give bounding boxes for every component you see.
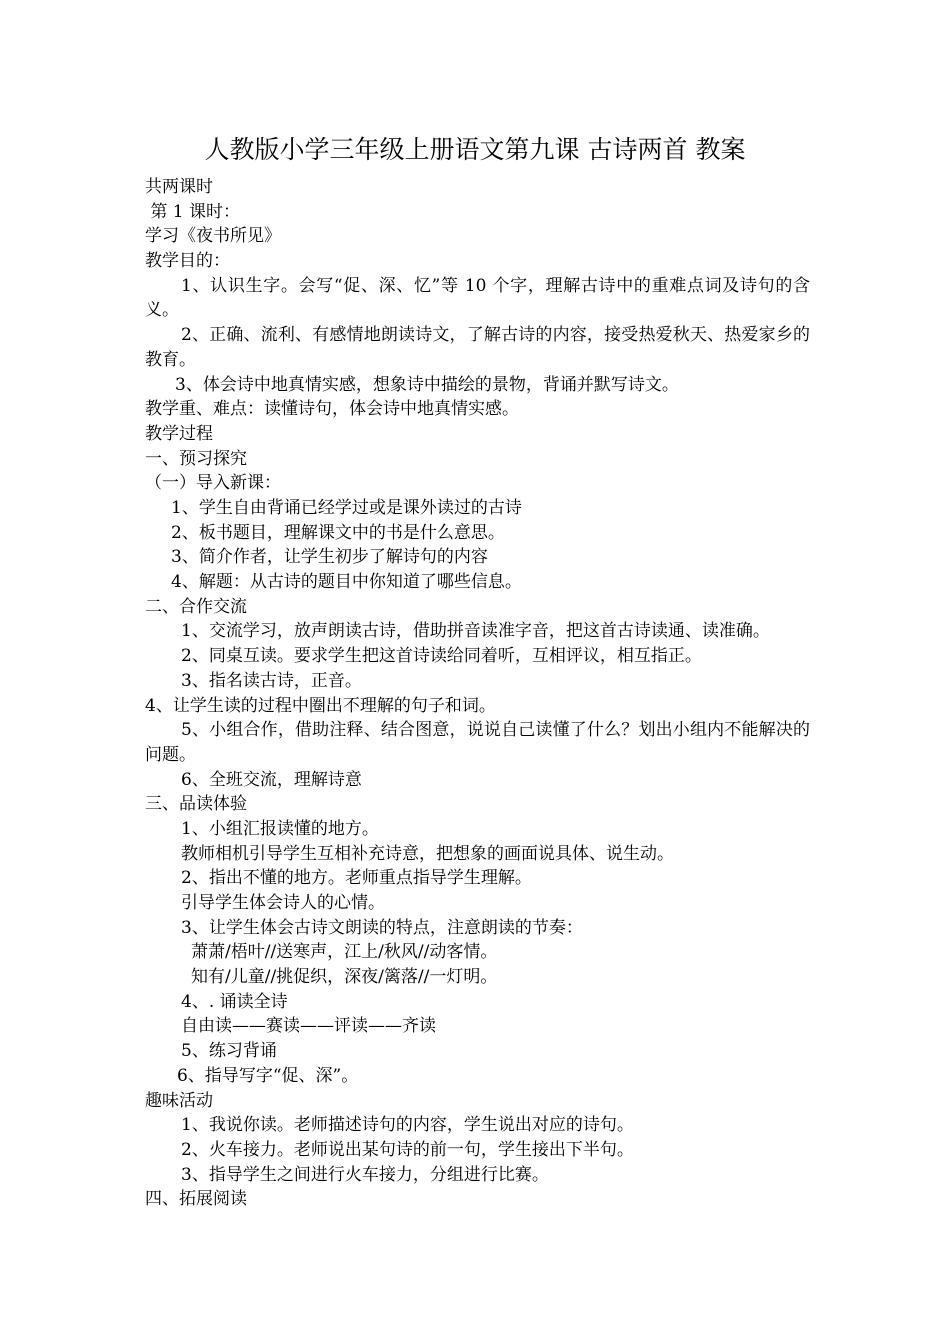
text-line: 6、指导写字“促、深”。 xyxy=(177,1065,359,1086)
text-line: 3、体会诗中地真情实感，想象诗中描绘的景物，背诵并默写诗文。 xyxy=(175,374,679,395)
text-line: 学习《夜书所见》 xyxy=(145,226,281,247)
text-line: 1、交流学习，放声朗读古诗，借助拼音读准字音，把这首古诗读通、读准确。 xyxy=(181,621,770,642)
text-paragraph: 5、小组合作，借助注释、结合图意，说说自己读懂了什么？划出小组内不能解决的问题。 xyxy=(145,720,810,765)
text-line: 2、指出不懂的地方。老师重点指导学生理解。 xyxy=(181,868,532,889)
text-line: 3、简介作者，让学生初步了解诗句的内容 xyxy=(171,547,488,568)
text-line: 第 1 课时： xyxy=(145,201,241,222)
text-line: 5、练习背诵 xyxy=(181,1041,277,1062)
text-line: 教学过程 xyxy=(145,423,213,444)
text-line: （一）导入新课： xyxy=(145,473,281,494)
section-heading: 一、预习探究 xyxy=(145,448,247,469)
text-line: 共两课时 xyxy=(145,177,213,197)
text-line: 教师相机引导学生互相补充诗意，把想象的画面说具体、说生动。 xyxy=(181,843,674,864)
section-heading: 趣味活动 xyxy=(145,1090,213,1111)
text-line: 4、解题：从古诗的题目中你知道了哪些信息。 xyxy=(171,572,522,593)
section-heading: 四、拓展阅读 xyxy=(145,1189,247,1210)
text-line: 1、我说你读。老师描述诗句的内容，学生说出对应的诗句。 xyxy=(181,1115,634,1136)
text-line: 2、同桌互读。要求学生把这首诗读给同着听，互相评议，相互指正。 xyxy=(181,646,702,667)
text-line: 3、指导学生之间进行火车接力，分组进行比赛。 xyxy=(181,1164,549,1185)
document-body xyxy=(145,175,810,1212)
text-line: 2、火车接力。老师说出某句诗的前一句，学生接出下半句。 xyxy=(181,1139,634,1160)
text-line: 4、让学生读的过程中圈出不理解的句子和词。 xyxy=(145,695,496,716)
text-line: 教学目的： xyxy=(145,251,230,272)
text-paragraph: 2、正确、流利、有感情地朗读诗文，了解古诗的内容，接受热爱秋天、热爱家乡的教育。 xyxy=(145,325,810,370)
text-line: 1、学生自由背诵已经学过或是课外读过的古诗 xyxy=(171,498,522,518)
section-heading: 三、品读体验 xyxy=(145,794,247,815)
text-line: 1、小组汇报读懂的地方。 xyxy=(181,818,379,839)
text-line: 3、让学生体会古诗文朗读的特点，注意朗读的节奏： xyxy=(181,917,583,938)
section-heading: 二、合作交流 xyxy=(145,596,247,617)
text-line: 引导学生体会诗人的心情。 xyxy=(181,893,385,914)
text-line: 6、全班交流，理解诗意 xyxy=(181,769,362,790)
text-line: 自由读——赛读——评读——齐读 xyxy=(181,1016,436,1037)
text-line: 4、. 诵读全诗 xyxy=(181,991,288,1012)
poem-line: 知有/儿童//挑促织，深夜/篱落//一灯明。 xyxy=(191,967,498,988)
poem-line: 萧萧/梧叶//送寒声，江上/秋风//动客情。 xyxy=(191,942,498,963)
text-line: 教学重、难点：读懂诗句，体会诗中地真情实感。 xyxy=(145,399,519,420)
document-title: 人教版小学三年级上册语文第九课 古诗两首 教案 xyxy=(204,135,746,164)
text-line: 2、板书题目，理解课文中的书是什么意思。 xyxy=(171,522,505,543)
text-line: 3、指名读古诗，正音。 xyxy=(181,670,362,691)
text-paragraph: 1、认识生字。会写“促、深、忆”等 10 个字，理解古诗中的重难点词及诗句的含义。 xyxy=(145,275,810,321)
